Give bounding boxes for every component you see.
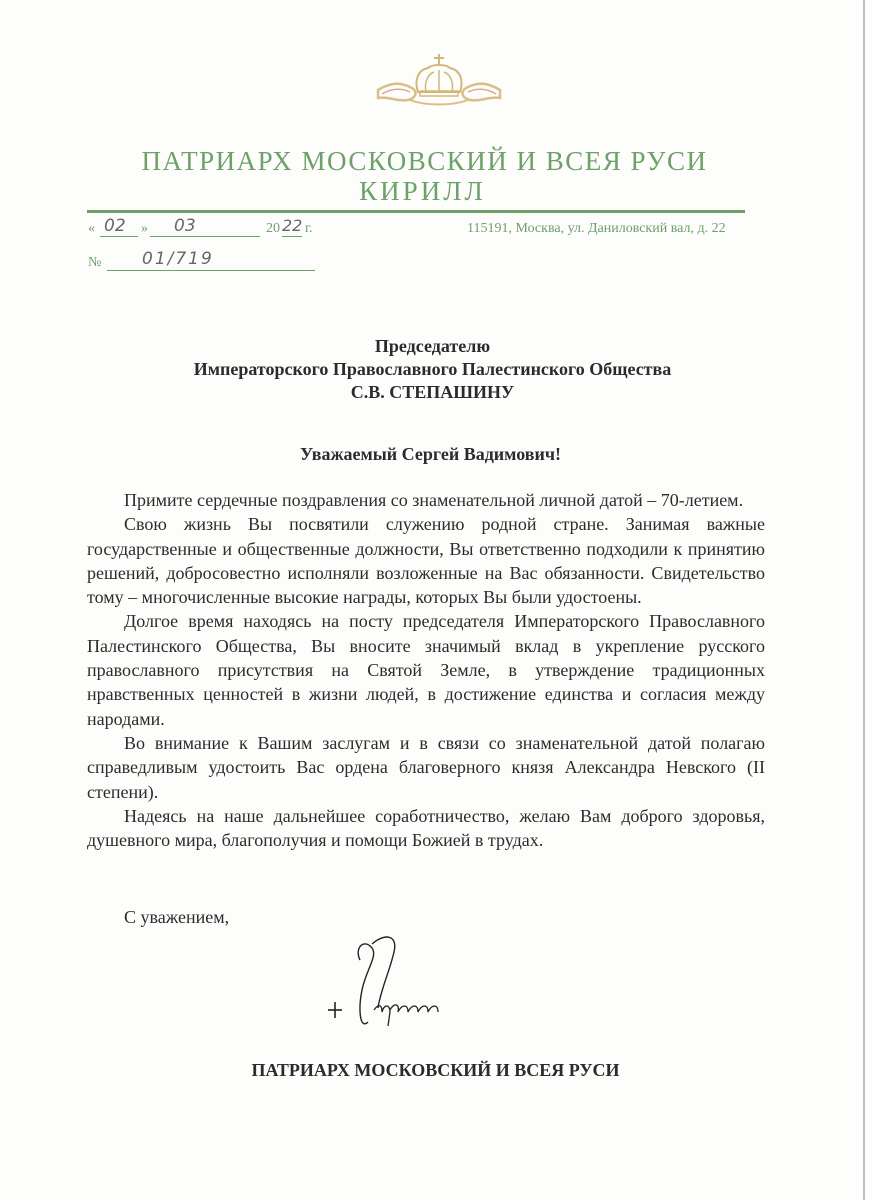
date-year-prefix: 20 bbox=[266, 221, 280, 236]
paragraph: Свою жизнь Вы посвятили служению родной стране. Занимая важные государственные и общественные должности, Вы ответственно подходили к принятию решений, добросовестно исполняли возложенные на Вас обязанности. Свидетельство тому – многочисленные высокие награды, которых Вы были удостоены. bbox=[87, 514, 765, 608]
date-close-quote: » bbox=[141, 221, 148, 236]
document-number-underline bbox=[107, 270, 315, 271]
closing: С уважением, bbox=[124, 907, 230, 927]
date-year-underline bbox=[282, 236, 302, 237]
crown-emblem-logo bbox=[376, 52, 502, 112]
document-number-label: № bbox=[88, 255, 102, 270]
letterhead-address: 115191, Москва, ул. Даниловский вал, д. 22 bbox=[467, 221, 726, 236]
letter-body bbox=[87, 488, 765, 852]
recipient-organization: Императорского Православного Палестинского Общества bbox=[193, 359, 672, 379]
date-day-underline bbox=[100, 236, 138, 237]
salutation: Уважаемый Сергей Вадимович! bbox=[300, 444, 561, 464]
recipient-block bbox=[0, 335, 869, 404]
paragraph: Надеясь на наше дальнейшее соработничество, желаю Вам доброго здоровья, душевного мира, благополучия и помощи Божией в трудах. bbox=[87, 805, 765, 851]
letterhead-divider bbox=[87, 210, 745, 213]
date-year-unit: г. bbox=[305, 221, 313, 236]
date-day: 02 bbox=[104, 216, 126, 236]
date-month-underline bbox=[150, 236, 260, 237]
handwritten-signature bbox=[320, 930, 480, 1040]
paragraph: Примите сердечные поздравления со знаменательной личной датой – 70-летием. bbox=[124, 490, 744, 510]
page-edge-shadow bbox=[863, 0, 865, 1200]
paragraph: Долгое время находясь на посту председателя Императорского Православного Палестинского Общества, Вы вносите значимый вклад в укрепление русского православного присутствия на Святой Земле, в утверждение традиционных нравственных ценностей в жизни людей, в достижение единства и согласия между народами. bbox=[87, 611, 765, 729]
recipient-title: Председателю bbox=[374, 336, 491, 356]
document-number: 01/719 bbox=[142, 249, 214, 269]
recipient-name: С.В. СТЕПАШИНУ bbox=[350, 382, 515, 402]
letterhead-name: КИРИЛЛ bbox=[359, 176, 486, 206]
letterhead-title: ПАТРИАРХ МОСКОВСКИЙ И ВСЕЯ РУСИ bbox=[141, 146, 708, 176]
signer-title: ПАТРИАРХ МОСКОВСКИЙ И ВСЕЯ РУСИ bbox=[251, 1060, 620, 1080]
date-year-suffix: 22 bbox=[282, 216, 303, 235]
paragraph: Во внимание к Вашим заслугам и в связи со знаменательной датой полагаю справедливым удостоить Вас ордена благоверного князя Александра Невского (II степени). bbox=[87, 732, 765, 802]
date-month: 03 bbox=[174, 216, 196, 236]
date-open-quote: « bbox=[88, 221, 95, 236]
